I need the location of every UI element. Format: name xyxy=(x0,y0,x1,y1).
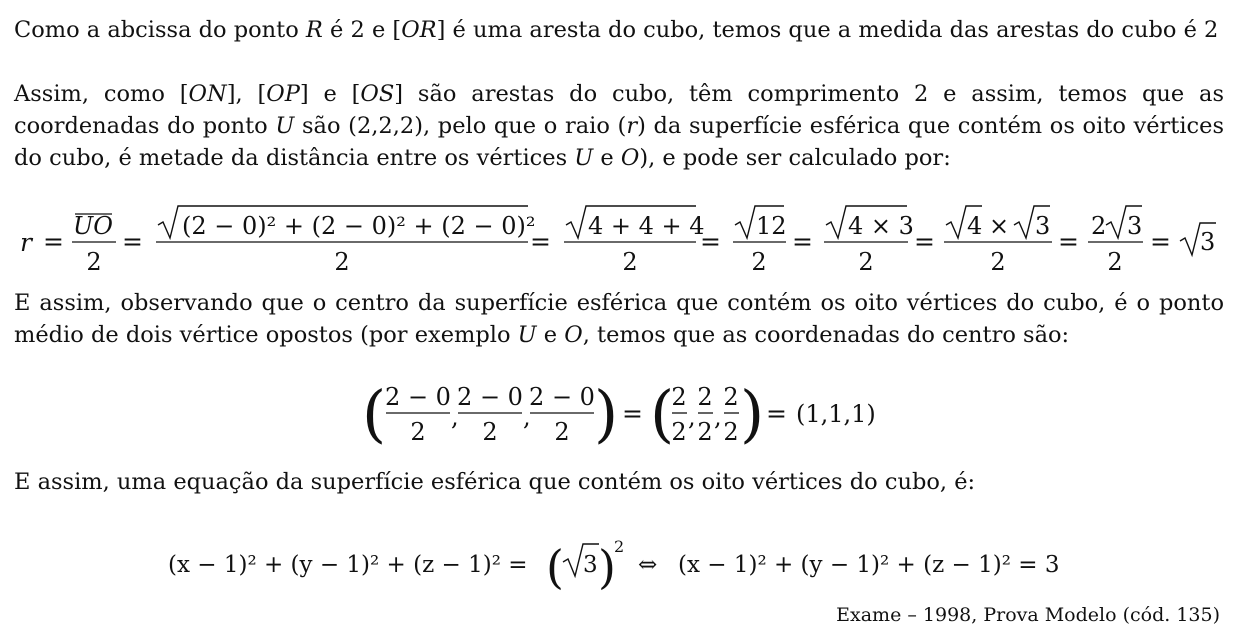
point-u: U xyxy=(517,322,537,348)
text: ], [ xyxy=(226,81,267,107)
point-r: R xyxy=(305,17,323,43)
radicand-three: 3 xyxy=(583,552,598,578)
center-coordinates: (1,1,1) xyxy=(796,400,876,428)
radius-symbol: r xyxy=(626,113,638,139)
text: ] é uma aresta do cubo, temos que a medida das arestas do cubo é 2 xyxy=(436,17,1219,43)
text: e xyxy=(536,322,565,348)
right-paren: ) xyxy=(594,377,619,450)
text: Como a abcissa do ponto xyxy=(14,17,306,43)
fraction-numerator: 2 xyxy=(723,383,739,411)
comma: , xyxy=(688,403,696,431)
twelve-radicand: 12 xyxy=(756,212,787,240)
left-paren: ( xyxy=(650,377,675,450)
denominator: 2 xyxy=(622,248,638,276)
point-u: U xyxy=(275,113,295,139)
radicand-three: 3 xyxy=(1200,228,1216,256)
equals-sign: = xyxy=(766,399,787,428)
fraction-denominator: 2 xyxy=(723,418,739,446)
fraction-denominator: 2 xyxy=(554,418,570,446)
segment-or: OR xyxy=(401,17,437,43)
text: Assim, como [ xyxy=(14,81,189,107)
denominator: 2 xyxy=(334,248,350,276)
sum-radicand: 4 + 4 + 4 xyxy=(588,212,705,240)
fraction-numerator: 2 xyxy=(697,383,713,411)
fraction-numerator: 2 − 0 xyxy=(529,383,595,411)
sphere-equation xyxy=(0,520,1238,610)
left-paren: ( xyxy=(362,377,387,450)
comma: , xyxy=(714,403,722,431)
distance-radicand: (2 − 0)² + (2 − 0)² + (2 − 0)² xyxy=(182,212,536,240)
text: E assim, uma equação da superfície esférica que contém os oito vértices do cubo, é: xyxy=(14,469,976,495)
exponent: 2 xyxy=(614,537,625,556)
equals-sign: = xyxy=(622,399,643,428)
denominator: 2 xyxy=(751,248,767,276)
fraction-numerator: 2 − 0 xyxy=(457,383,523,411)
fraction-denominator: 2 xyxy=(671,418,687,446)
equivalence-sign: ⇔ xyxy=(638,552,658,578)
equals-sign: = xyxy=(1058,227,1079,256)
source-citation: Exame – 1998, Prova Modelo (cód. 135) xyxy=(836,604,1220,626)
denominator: 2 xyxy=(990,248,1006,276)
paragraph-sphere-equation xyxy=(14,466,1224,498)
denominator: 2 xyxy=(86,248,102,276)
radicand-four: 4 xyxy=(967,212,983,240)
coefficient: 2 xyxy=(1091,212,1107,240)
fraction-numerator: 2 xyxy=(671,383,687,411)
radius-equation xyxy=(0,196,1238,286)
equals-sign: = xyxy=(1150,227,1171,256)
equation-left-side: (x − 1)² + (y − 1)² + (z − 1)² = xyxy=(168,552,528,578)
text: são (2,2,2), pelo que o raio ( xyxy=(294,113,627,139)
paragraph-radius xyxy=(14,78,1224,174)
comma: , xyxy=(451,403,459,431)
point-o: O xyxy=(564,322,583,348)
comma: , xyxy=(523,403,531,431)
text: ), e pode ser calculado por: xyxy=(639,145,951,171)
paragraph-edge-length xyxy=(14,14,1224,46)
equals-sign: = xyxy=(914,227,935,256)
segment-os: OS xyxy=(360,81,395,107)
point-u: U xyxy=(574,145,594,171)
distance-uo: UO xyxy=(73,212,113,240)
radicand-three: 3 xyxy=(1035,212,1051,240)
fraction-denominator: 2 xyxy=(697,418,713,446)
text: é 2 e [ xyxy=(322,17,402,43)
segment-on: ON xyxy=(188,81,227,107)
text: , temos que as coordenadas do centro são: xyxy=(582,322,1070,348)
text: e xyxy=(593,145,621,171)
equals-sign: = xyxy=(700,227,721,256)
equals-sign: = xyxy=(792,227,813,256)
center-equation xyxy=(0,370,1238,460)
equals-sign: = xyxy=(122,227,143,256)
denominator: 2 xyxy=(1107,248,1123,276)
product-radicand: 4 × 3 xyxy=(848,212,914,240)
radicand-three: 3 xyxy=(1127,212,1143,240)
r-symbol: r xyxy=(20,228,32,257)
text: ) da superfície esférica que contém os oito vértices do cubo, é metade da distância entre os vértices xyxy=(14,113,1225,171)
fraction-numerator: 2 − 0 xyxy=(385,383,451,411)
fraction-denominator: 2 xyxy=(410,418,426,446)
paragraph-center xyxy=(14,287,1224,351)
equals-sign: = xyxy=(43,227,64,256)
right-paren: ) xyxy=(740,377,765,450)
equals-sign: = xyxy=(530,227,551,256)
right-paren: ) xyxy=(598,540,616,594)
left-paren: ( xyxy=(546,540,564,594)
segment-op: OP xyxy=(266,81,300,107)
denominator: 2 xyxy=(858,248,874,276)
text: ] são arestas do cubo, têm comprimento 2 e assim, temos que as coordenadas do ponto xyxy=(14,81,1224,139)
point-o: O xyxy=(620,145,640,171)
equation-right-side: (x − 1)² + (y − 1)² + (z − 1)² = 3 xyxy=(678,552,1060,578)
text: E assim, observando que o centro da superfície esférica que contém os oito vértices do cubo, é o ponto médio de dois vértice opostos (por exemplo xyxy=(14,290,1224,348)
fraction-denominator: 2 xyxy=(482,418,498,446)
times-sign: × xyxy=(989,212,1010,240)
text: ] e [ xyxy=(299,81,361,107)
